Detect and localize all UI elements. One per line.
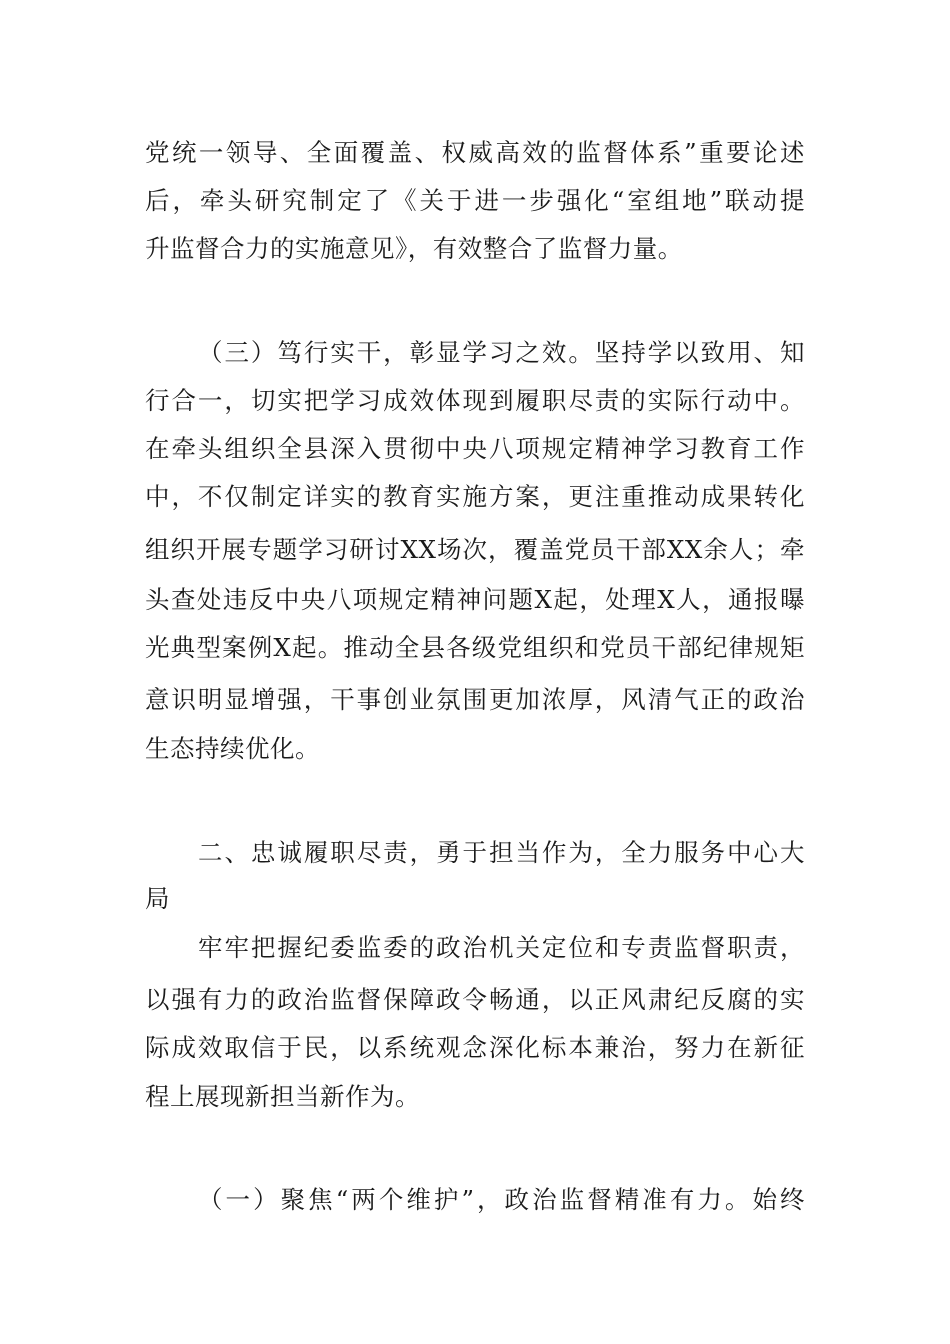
paragraph-line: （一）聚焦“两个维护”，政治监督精准有力。始终 (198, 1185, 805, 1214)
paragraph-line: 际成效取信于民，以系统观念深化标本兼治，努力在新征 (145, 1033, 805, 1062)
paragraph-line: 后，牵头研究制定了《关于进一步强化“室组地”联动提 (145, 186, 805, 215)
paragraph-line: （三）笃行实干，彰显学习之效。坚持学以致用、知 (198, 338, 805, 367)
paragraph-line: 行合一，切实把学习成效体现到履职尽责的实际行动中。 (145, 386, 805, 415)
paragraph-line: 程上展现新担当新作为。 (145, 1082, 420, 1111)
paragraph-line: 以强有力的政治监督保障政令畅通，以正风肃纪反腐的实 (145, 985, 805, 1014)
paragraph-line: 组织开展专题学习研讨XX场次，覆盖党员干部XX余人；牵 (145, 535, 805, 564)
paragraph-line: 党统一领导、全面覆盖、权威高效的监督体系”重要论述 (145, 138, 805, 167)
section-heading: 局 (145, 884, 170, 913)
paragraph-line: 光典型案例X起。推动全县各级党组织和党员干部纪律规矩 (145, 633, 805, 662)
paragraph-line: 意识明显增强，干事创业氛围更加浓厚，风清气正的政治 (145, 685, 805, 714)
paragraph-line: 牢牢把握纪委监委的政治机关定位和专责监督职责， (198, 933, 805, 962)
paragraph-line: 头查处违反中央八项规定精神问题X起，处理X人，通报曝 (145, 585, 805, 614)
paragraph-line: 升监督合力的实施意见》，有效整合了监督力量。 (145, 234, 683, 263)
paragraph-line: 在牵头组织全县深入贯彻中央八项规定精神学习教育工作 (145, 434, 805, 463)
section-heading: 二、忠诚履职尽责，勇于担当作为，全力服务中心大 (198, 838, 805, 867)
paragraph-line: 生态持续优化。 (145, 734, 320, 763)
paragraph-line: 中，不仅制定详实的教育实施方案，更注重推动成果转化 (145, 482, 805, 511)
